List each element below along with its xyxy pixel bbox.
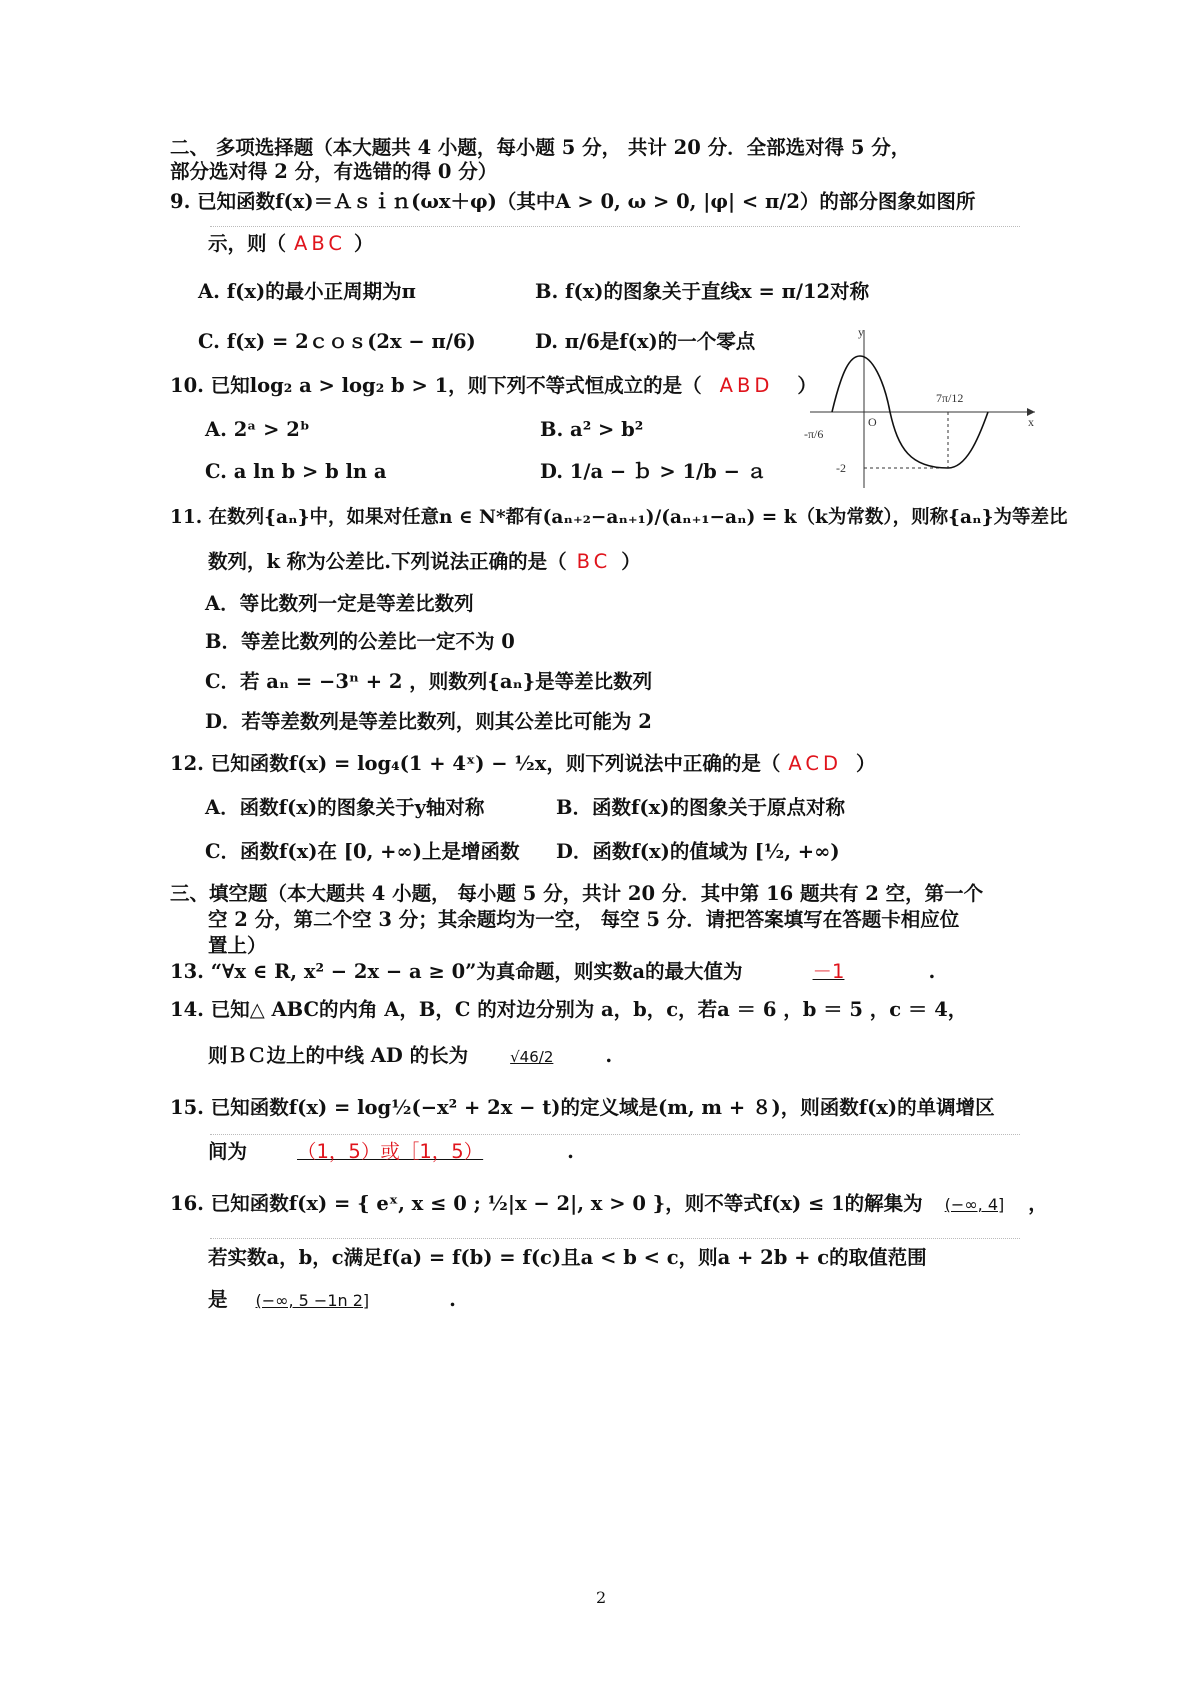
section2-heading-line1: 二、 多项选择题（本大题共 4 小题，每小题 5 分， 共计 20 分．全部选对得 5 分，: [170, 136, 911, 159]
q15-answer: （1，5）或［1，5）: [297, 1140, 484, 1163]
sine-graph-figure: [804, 325, 1040, 490]
section3-heading-line1: 三、填空题（本大题共 4 小题， 每小题 5 分，共计 20 分．其中第 16 题共有 2 空，第一个: [170, 882, 984, 905]
q11-option-b: B．等差比数列的公差比一定不为 0: [205, 630, 515, 653]
q11-stem-close: ）: [621, 550, 641, 573]
q9-answer: ABC: [294, 232, 347, 255]
q9-option-d: D. π/6是f(x)的一个零点: [535, 330, 756, 353]
q13-stem-text: 13. “∀x ∈ R, x² − 2x − a ≥ 0”为真命题，则实数a的最大值为: [170, 960, 743, 983]
q15-stem-text: 间为: [208, 1140, 248, 1163]
q14-stem-line1: 14. 已知△ ABC的内角 A，B，C 的对边分别为 a，b，c，若a ＝ 6 ，b ＝ 5 ，c ＝ 4，: [170, 998, 968, 1021]
q11-option-c: C．若 aₙ = −3ⁿ + 2 ，则数列{aₙ}是等差比数列: [205, 670, 653, 693]
section3-heading-line2: 空 2 分，第二个空 3 分；其余题均为一空， 每空 5 分．请把答案填写在答题卡相应位: [208, 908, 960, 931]
q11-stem-line1: 11. 在数列{aₙ}中，如果对任意n ∈ N*都有(aₙ₊₂−aₙ₊₁)/(aₙ₊₁−aₙ) = k（k为常数），则称{aₙ}为等差比: [170, 507, 1068, 528]
origin-label: O: [868, 415, 877, 429]
q10-answer: ABD: [719, 374, 774, 397]
q11-option-d: D．若等差数列是等差比数列，则其公差比可能为 2: [205, 710, 652, 733]
right-tick-label: 7π/12: [936, 391, 964, 405]
dotted-divider: [210, 1134, 1020, 1135]
q12-option-b: B．函数f(x)的图象关于原点对称: [556, 796, 845, 819]
q16-stem-text-3: 是: [208, 1288, 228, 1311]
q10-option-d: D. 1/a − ｂ > 1/b − ａ: [540, 460, 767, 483]
q12-answer: ACD: [788, 752, 842, 775]
q16-stem-line2: 若实数a，b，c满足f(a) = f(b) = f(c)且a < b < c，则a + 2b + c的取值范围: [208, 1246, 927, 1269]
q9-stem-line2: [208, 230, 374, 258]
q11-answer: BC: [576, 550, 612, 573]
q11-stem-line2: [208, 548, 641, 576]
q16-answer-2: (−∞, 5 −1n 2]: [255, 1291, 370, 1310]
q13-answer: －1: [812, 960, 845, 983]
dotted-divider: [210, 1238, 1020, 1239]
q10-option-c: C. a ln b > b ln a: [205, 460, 387, 483]
q16-stem-end: .: [449, 1288, 456, 1311]
page-number: 2: [596, 1588, 607, 1607]
q12-stem-text: 12. 已知函数f(x) = log₄(1 + 4ˣ) − ½x，则下列说法中正确的是（: [170, 752, 781, 775]
q9-option-b: B. f(x)的图象关于直线x = π/12对称: [535, 280, 870, 303]
q11-stem-text: 数列，k 称为公差比.下列说法正确的是（: [208, 550, 567, 573]
q11-option-a: A．等比数列一定是等差比数列: [205, 592, 474, 615]
left-tick-label: -π/6: [804, 427, 824, 441]
q12-option-a: A．函数f(x)的图象关于y轴对称: [205, 796, 485, 819]
q12-option-c: C．函数f(x)在 [0, +∞)上是增函数: [205, 840, 520, 863]
q16-stem-line3: [208, 1286, 456, 1315]
q15-stem-line1: 15. 已知函数f(x) = log½(−x² + 2x − t)的定义域是(m, m + ８)，则函数f(x)的单调增区: [170, 1096, 995, 1119]
q14-answer: √46/2: [510, 1048, 554, 1066]
min-value-label: -2: [836, 461, 846, 475]
section2-heading-line2: 部分选对得 2 分，有选错的得 0 分）: [170, 160, 498, 183]
q15-stem-end: .: [567, 1140, 574, 1163]
q9-stem-close: ）: [354, 232, 374, 255]
q16-stem-comma: ，: [1028, 1192, 1048, 1215]
q10-stem-text: 10. 已知log₂ a > log₂ b > 1，则下列不等式恒成立的是（: [170, 374, 702, 397]
q12-stem: [170, 750, 876, 778]
q10-option-b: B. a² > b²: [540, 418, 644, 441]
q13-stem-end: .: [928, 960, 936, 983]
q10-option-a: A. 2ᵃ > 2ᵇ: [205, 418, 310, 441]
q10-stem-close: ）: [797, 374, 817, 397]
q16-answer-1: (−∞, 4]: [944, 1195, 1005, 1214]
q14-stem-text: 则ＢＣ边上的中线 AD 的长为: [208, 1044, 469, 1067]
q9-stem-line1: 9. 已知函数f(x)＝Ａｓｉｎ(ωx＋φ)（其中A > 0, ω > 0, |φ| < π/2）的部分图象如图所: [170, 190, 976, 213]
q10-stem: [170, 372, 817, 400]
q12-option-d: D．函数f(x)的值域为 [½, +∞): [556, 840, 840, 863]
q13-stem: [170, 958, 935, 986]
y-axis-label: y: [858, 325, 864, 339]
section3-heading-line3: 置上）: [208, 934, 267, 957]
q9-option-a: A. f(x)的最小正周期为π: [198, 280, 416, 303]
dotted-divider: [210, 226, 1020, 227]
q16-stem-text: 16. 已知函数f(x) = { eˣ, x ≤ 0 ; ½|x − 2|, x > 0 }，则不等式f(x) ≤ 1的解集为: [170, 1192, 923, 1215]
q9-stem-text: 示，则（: [208, 232, 287, 255]
q9-option-c: C. f(x) = 2ｃｏｓ(2x − π/6): [198, 330, 476, 353]
q14-stem-end: .: [605, 1044, 613, 1067]
q14-stem-line2: [208, 1042, 612, 1071]
x-axis-label: x: [1028, 415, 1034, 429]
q15-stem-line2: [208, 1138, 574, 1166]
q12-stem-close: ）: [855, 752, 876, 775]
q16-stem-line1: [170, 1190, 1048, 1219]
